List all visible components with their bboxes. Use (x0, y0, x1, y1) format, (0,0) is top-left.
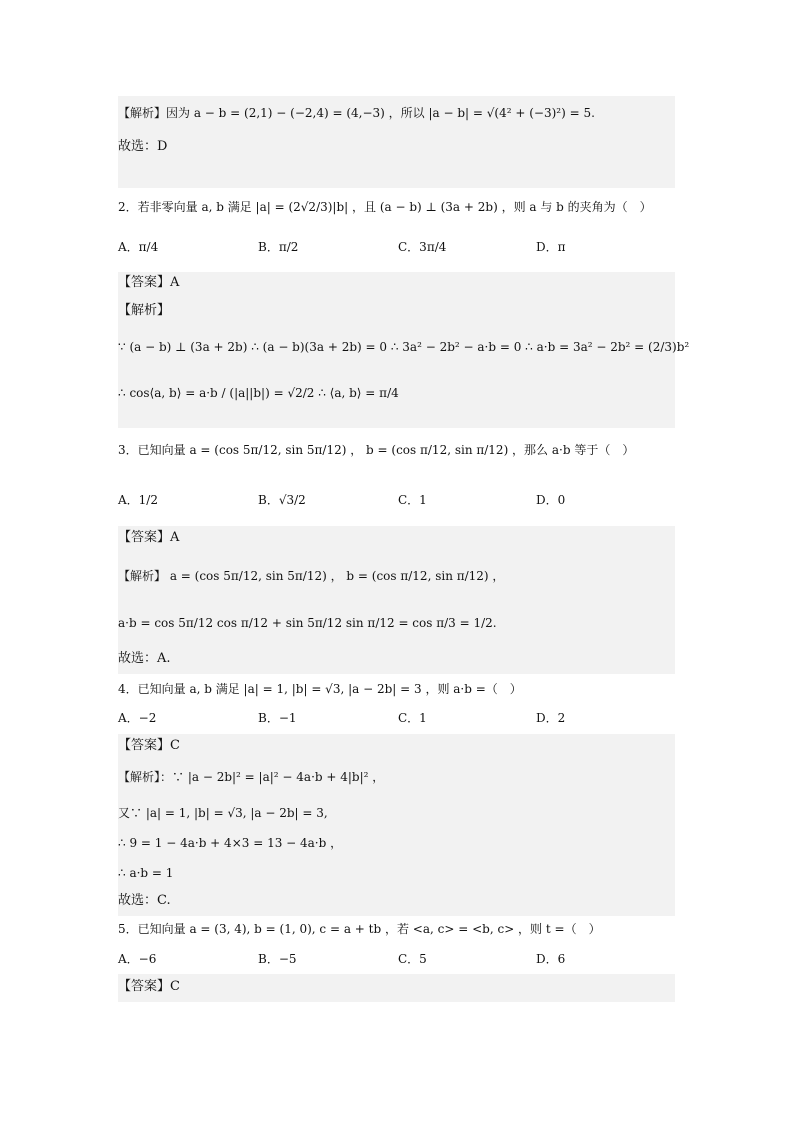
q2-analysis-title: 【解析】 (118, 303, 171, 318)
q1-result: 故选：D (118, 139, 168, 154)
q3-option-b: B．√3/2 (258, 493, 306, 507)
q4-analysis-line-4: ∴ a·b = 1 (118, 866, 174, 880)
q3-option-a: A．1/2 (118, 493, 158, 507)
q3-result: 故选：A. (118, 651, 171, 666)
q2-option-a: A．π/4 (118, 240, 159, 254)
q5-option-d: D．6 (536, 952, 566, 966)
q3-question: 3．已知向量 a = (cos 5π/12, sin 5π/12) ， b = (cos π/12, sin π/12) ，那么 a·b 等于（ ） (118, 443, 635, 457)
q4-result: 故选：C. (118, 893, 171, 908)
q2-answer: 【答案】A (118, 275, 180, 290)
q2-option-c: C．3π/4 (398, 240, 447, 254)
q3-calculation: a·b = cos 5π/12 cos π/12 + sin 5π/12 sin π/12 = cos π/3 = 1/2. (118, 616, 497, 630)
q4-answer: 【答案】C (118, 738, 180, 753)
q4-analysis-line-1: 【解析】：∵ |a − 2b|² = |a|² − 4a·b + 4|b|² ， (118, 770, 385, 784)
q4-option-c: C．1 (398, 711, 427, 725)
q1-analysis: 【解析】因为 a − b = (2,1) − (−2,4) = (4,−3) ，所以 |a − b| = √(4² + (−3)²) = 5. (118, 106, 595, 120)
q4-option-b: B．−1 (258, 711, 297, 725)
q4-option-a: A．−2 (118, 711, 157, 725)
q4-analysis-line-3: ∴ 9 = 1 − 4a·b + 4×3 = 13 − 4a·b ， (118, 836, 343, 850)
q2-analysis-line-1: ∵ (a − b) ⊥ (3a + 2b) ∴ (a − b)(3a + 2b) = 0 ∴ 3a² − 2b² − a·b = 0 ∴ a·b = 3a² − 2b² = (2/3)b² (118, 340, 690, 354)
q5-answer: 【答案】C (118, 979, 180, 994)
q3-option-c: C．1 (398, 493, 427, 507)
q5-question: 5．已知向量 a = (3, 4), b = (1, 0), c = a + tb ，若 <a, c> = <b, c> ，则 t =（ ） (118, 922, 601, 936)
q2-option-b: B．π/2 (258, 240, 299, 254)
analysis-panel-q4 (118, 734, 675, 916)
q2-option-d: D．π (536, 240, 566, 254)
analysis-panel-q3 (118, 526, 675, 674)
analysis-panel-q5 (118, 974, 675, 1002)
q2-analysis-line-2: ∴ cos⟨a, b⟩ = a·b / (|a||b|) = √2/2 ∴ ⟨a, b⟩ = π/4 (118, 386, 399, 400)
q5-option-b: B．−5 (258, 952, 297, 966)
q4-question: 4．已知向量 a, b 满足 |a| = 1, |b| = √3, |a − 2b| = 3 ，则 a·b =（ ） (118, 682, 522, 696)
q4-analysis-line-2: 又∵ |a| = 1, |b| = √3, |a − 2b| = 3, (118, 806, 328, 820)
q2-question: 2．若非零向量 a, b 满足 |a| = (2√2/3)|b| ，且 (a − b) ⊥ (3a + 2b) ，则 a 与 b 的夹角为（ ） (118, 200, 652, 214)
q3-analysis: 【解析】 a = (cos 5π/12, sin 5π/12) ， b = (cos π/12, sin π/12) ， (118, 569, 505, 583)
q3-option-d: D．0 (536, 493, 566, 507)
q5-option-a: A．−6 (118, 952, 157, 966)
q4-option-d: D．2 (536, 711, 566, 725)
q3-answer: 【答案】A (118, 530, 180, 545)
q5-option-c: C．5 (398, 952, 427, 966)
